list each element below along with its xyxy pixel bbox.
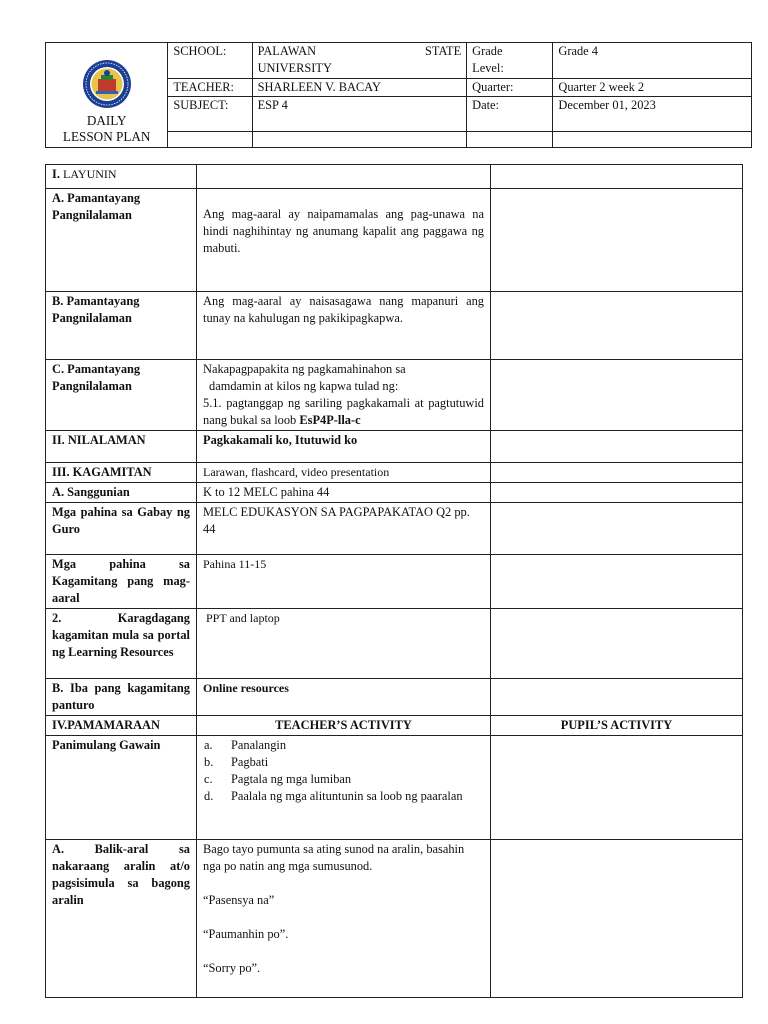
pamamaraan-label: IV.PAMAMARAAN [46, 716, 197, 736]
dlp-title-line1: DAILY [86, 113, 127, 128]
c-pamantayan-text [197, 360, 491, 431]
subject-value: ESP 4 [252, 97, 467, 132]
layunin-text: LAYUNIN [63, 167, 117, 181]
pupil-activity-header: PUPIL’S ACTIVITY [491, 716, 743, 736]
empty-cell [168, 132, 252, 148]
list-item [204, 737, 484, 754]
a-label-line1: A. Pamantayang [52, 191, 141, 205]
iba-text: Online resources [197, 679, 491, 716]
layunin-num: I. [52, 167, 60, 181]
a-pamantayan-label [46, 189, 197, 292]
nilalaman-label: II. NILALAMAN [46, 431, 197, 463]
b-pamantayan-label [46, 292, 197, 360]
quarter-label: Quarter: [467, 79, 553, 97]
table-row [46, 609, 743, 679]
table-row [46, 360, 743, 431]
kagamitang-pang-text: Pahina 11-15 [197, 555, 491, 609]
empty-cell [252, 132, 467, 148]
list-item-text: Panalangin [231, 738, 287, 752]
c-text-competency: 5.1. pagtanggap ng sariling pagkakamali at pagtutuwid nang bukal sa loob [203, 396, 484, 427]
list-marker: c. [204, 772, 213, 786]
lesson-plan-table [45, 164, 743, 998]
c-text-line3 [203, 395, 484, 429]
logo-cell [46, 43, 168, 148]
list-item [204, 788, 484, 805]
gabay-text: MELC EDUKASYON SA PAGPAPAKATAO Q2 pp. 44 [197, 503, 491, 555]
empty-cell [197, 165, 491, 189]
sanggunian-label: A. Sanggunian [46, 483, 197, 503]
list-marker: a. [204, 738, 213, 752]
table-row [46, 503, 743, 555]
grade-label-line2: Level: [472, 61, 504, 75]
table-row [46, 736, 743, 840]
empty-cell [491, 840, 743, 998]
nilalaman-text: Pagkakamali ko, Itutuwid ko [197, 431, 491, 463]
table-row [46, 189, 743, 292]
c-label-line1: C. Pamantayang [52, 362, 141, 376]
school-value-part2: STATE [424, 44, 462, 58]
b-pamantayan-text: Ang mag-aaral ay naisasagawa nang mapanuri ang tunay na kahulugan ng pakikipagkapwa. [197, 292, 491, 360]
grade-label [467, 43, 553, 79]
school-seal-icon [82, 59, 132, 109]
sanggunian-text: K to 12 MELC pahina 44 [197, 483, 491, 503]
empty-cell [491, 189, 743, 292]
school-value [252, 43, 467, 79]
c-label-line2: Pangnilalaman [52, 379, 132, 393]
table-row [46, 165, 743, 189]
table-row [46, 292, 743, 360]
empty-cell [491, 609, 743, 679]
layunin-label [46, 165, 197, 189]
table-row [46, 716, 743, 736]
a-label-line2: Pangnilalaman [52, 208, 132, 222]
b-label-line2: Pangnilalaman [52, 311, 132, 325]
balik-aral-phrase-1: “Pasensya na” [203, 893, 275, 907]
kagamitang-pang-label: Mga pahina sa Kagamitang pang mag-aaral [46, 555, 197, 609]
empty-cell [491, 736, 743, 840]
balik-aral-phrase-3: “Sorry po”. [203, 961, 261, 975]
c-text-line2: damdamin at kilos ng kapwa tulad ng: [209, 379, 399, 393]
quarter-value: Quarter 2 week 2 [553, 79, 752, 97]
a-pamantayan-text: Ang mag-aaral ay naipamamalas ang pag-unawa na hindi naghihintay ng anumang kapalit ang paggawa ng mabuti. [197, 189, 491, 292]
table-row [46, 555, 743, 609]
list-item-text: Pagbati [231, 755, 269, 769]
list-marker: b. [204, 755, 214, 769]
karagdagang-label: 2. Karagdagang kagamitan mula sa portal ng Learning Resources [46, 609, 197, 679]
panimulang-list [203, 737, 484, 805]
empty-cell [491, 360, 743, 431]
balik-aral-phrase-2: “Paumanhin po”. [203, 927, 289, 941]
list-item-text: Pagtala ng mga lumiban [231, 772, 352, 786]
competency-code: EsP4P-lla-c [299, 413, 361, 427]
table-row [46, 431, 743, 463]
panimulang-list-cell [197, 736, 491, 840]
empty-cell [553, 132, 752, 148]
panimulang-label: Panimulang Gawain [46, 736, 197, 840]
list-item-text: Paalala ng mga alituntunin sa loob ng paaralan [231, 789, 463, 803]
gabay-label: Mga pahina sa Gabay ng Guro [46, 503, 197, 555]
dlp-title-line2: LESSON PLAN [62, 129, 151, 144]
teacher-activity-header: TEACHER’S ACTIVITY [197, 716, 491, 736]
school-label: SCHOOL: [168, 43, 252, 79]
table-row [46, 840, 743, 998]
balik-aral-label: A. Balik-aral sa nakaraang aralin at/o pagsisimula sa bagong aralin [46, 840, 197, 998]
kagamitan-label: III. KAGAMITAN [46, 463, 197, 483]
empty-cell [491, 679, 743, 716]
teacher-value: SHARLEEN V. BACAY [252, 79, 467, 97]
list-marker: d. [204, 789, 214, 803]
kagamitan-text: Larawan, flashcard, video presentation [197, 463, 491, 483]
school-value-part1: PALAWAN [257, 44, 317, 58]
school-value-part3: UNIVERSITY [257, 61, 332, 75]
empty-cell [491, 463, 743, 483]
empty-cell [491, 503, 743, 555]
date-label: Date: [467, 97, 553, 132]
c-pamantayan-label [46, 360, 197, 431]
b-label-line1: B. Pamantayang [52, 294, 140, 308]
grade-value: Grade 4 [553, 43, 752, 79]
list-item [204, 771, 484, 788]
iba-label: B. Iba pang kagamitang panturo [46, 679, 197, 716]
empty-cell [467, 132, 553, 148]
karagdagang-text: PPT and laptop [197, 609, 491, 679]
table-row [46, 483, 743, 503]
empty-cell [491, 483, 743, 503]
empty-cell [491, 555, 743, 609]
header-table [45, 42, 752, 148]
empty-cell [491, 165, 743, 189]
teacher-label: TEACHER: [168, 79, 252, 97]
balik-aral-text-cell [197, 840, 491, 998]
table-row [46, 679, 743, 716]
grade-label-line1: Grade [472, 44, 503, 58]
balik-aral-intro: Bago tayo pumunta sa ating sunod na aralin, basahin nga po natin ang mga sumusunod. [203, 842, 465, 873]
subject-label: SUBJECT: [168, 97, 252, 132]
empty-cell [491, 431, 743, 463]
table-row [46, 463, 743, 483]
c-text-line1: Nakapagpapakita ng pagkamahinahon sa [203, 362, 406, 376]
empty-cell [491, 292, 743, 360]
date-value: December 01, 2023 [553, 97, 752, 132]
list-item [204, 754, 484, 771]
